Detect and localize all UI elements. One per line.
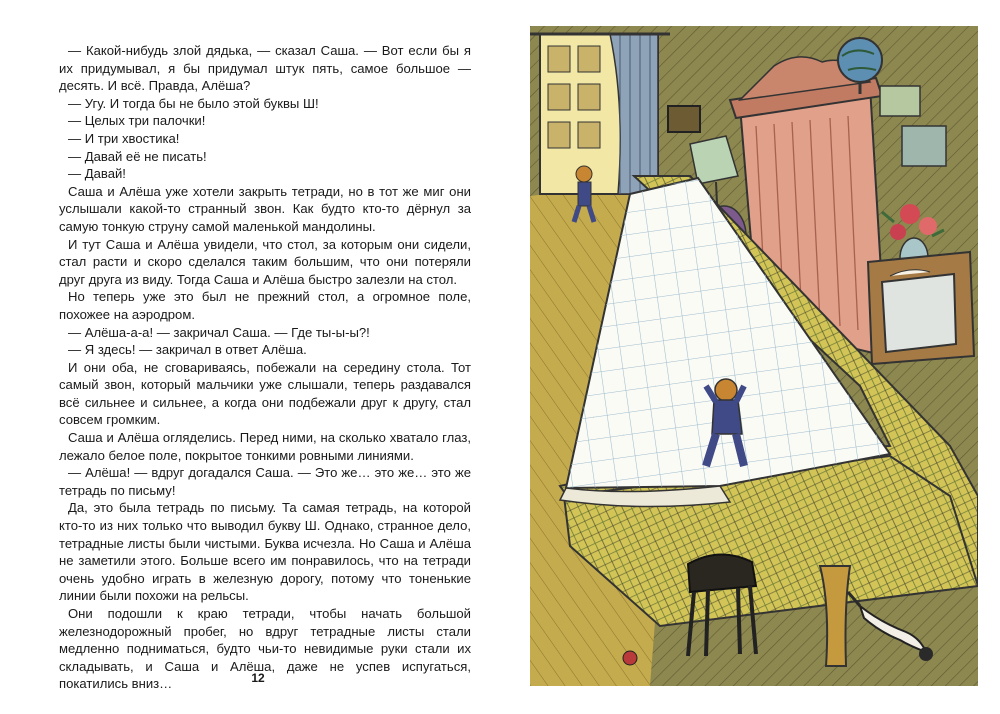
paragraph: — Угу. И тогда бы не было этой буквы Ш! [68,95,319,111]
paragraph: И тут Саша и Алёша увидели, что стол, за которым они сидели, стал расти и скоро сделался таким большим, что они потеряли друг друга из виду. Тогда Саша и Алёша быстро залезли на стол. [59,236,471,287]
paragraph: Саша и Алёша огляделись. Перед ними, на сколько хватало глаз, лежало белое поле, покрытое тонкими ровными линиями. [59,430,471,463]
paragraph: Да, это была тетрадь по письму. Та самая тетрадь, на которой кто-то из них только что выводил букву Ш. Однако, странное дело, тетрадные листы были чистыми. Буква исчезла. Но Саша и Алёша не заметили этого. Больше всего им понравилось, что на тетради очень удобно играть в железную дорогу, потому что тоненькие линии были похожи на рельсы. [59,500,471,604]
paragraph: Они подошли к краю тетради, чтобы начать большой железнодорожный пробег, но вдруг тетрадные листы стали медленно подниматься, будто чьи-то невидимые руки стали их складывать, и Саша и Алёша, даже не успев испугаться, покатились вниз… [59,606,471,692]
page-number: 12 [251,671,265,685]
ball [623,651,637,665]
box [902,126,946,166]
paragraph: — Я здесь! — закричал в ответ Алёша. [68,342,307,358]
paragraph: — Алёша-а-а! — закричал Саша. — Где ты-ы-ы?! [68,324,370,340]
picture-frame [668,106,700,132]
paragraph: Но теперь уже это был не прежний стол, а огромное поле, похожее на аэродром. [59,289,471,322]
paragraph: — Давай её не писать! [68,148,207,164]
paragraph: — Алёша! — вдруг догадался Саша. — Это же… это же… это же тетрадь по письму! [59,465,471,498]
box [880,86,920,116]
window [530,34,670,194]
paragraph: Саша и Алёша уже хотели закрыть тетради, но в тот же миг они услышали какой-то странный звон. Как будто кто-то дёрнул за самую тонкую струну самой маленькой мандолины. [59,183,471,234]
illustration-drawing [530,26,978,686]
paragraph: — Давай! [68,166,126,182]
story-text [59,42,471,693]
paragraph: — И три хвостика! [68,130,180,146]
paragraph: И они оба, не сговариваясь, побежали на середину стола. Тот самый звон, который мальчики уже слышали, теперь раздавался всё сильнее и сильнее, а когда они подбежали друг к другу, стал совсем громким. [59,359,471,428]
illustration [530,26,978,686]
tv-icon [868,252,974,364]
paragraph: — Целых три палочки! [68,113,206,129]
paragraph: — Какой-нибудь злой дядька, — сказал Саша. — Вот если бы я их придумывал, я бы придумал штук пять, самое большое — десять. И всё. Правда, Алёша? [59,43,471,94]
